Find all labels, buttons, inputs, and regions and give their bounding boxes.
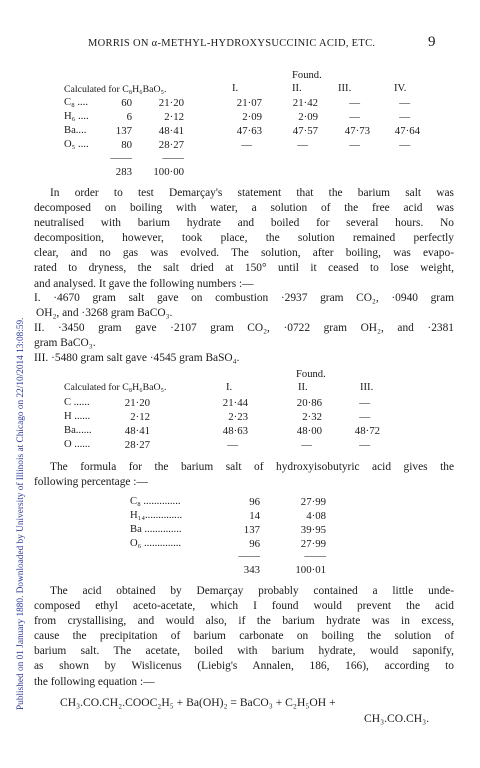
- table-row-element: O₅ ....: [64, 139, 89, 150]
- table-cell: 39·95: [300, 524, 326, 536]
- table-cell: —: [301, 439, 312, 451]
- table-cell: 48·41: [124, 425, 150, 437]
- table-cell: 60: [121, 97, 132, 109]
- table-cell: 20·86: [296, 397, 322, 409]
- total-cell: 100·01: [295, 564, 326, 576]
- text-line: rated to dryness, the salt dried at 150° until it ceased to lose weight,: [34, 262, 454, 275]
- table-cell: 21·44: [222, 397, 248, 409]
- calculated-label: Calculated for C₈H₆BaO₅.: [64, 382, 167, 393]
- table-cell: 80: [121, 139, 132, 151]
- text-line: gram BaCO₃.: [34, 337, 96, 350]
- table-cell: —: [227, 439, 238, 451]
- text-line: I. ·4670 gram salt gave on combustion ·2937 gram CO₂, ·0940 gram: [34, 292, 454, 304]
- analysis-results: [34, 291, 454, 366]
- table-cell: 137: [243, 524, 260, 536]
- col-header: II.: [298, 382, 308, 393]
- paragraph-3: [34, 460, 454, 490]
- table-cell: —: [297, 139, 308, 151]
- table-cell: 2·12: [164, 111, 184, 123]
- sum-rule: ——: [304, 550, 326, 562]
- col-header: I.: [232, 83, 239, 94]
- table-cell: 28·27: [124, 439, 150, 451]
- table-cell: 21·20: [158, 97, 184, 109]
- table-cell: —: [399, 97, 410, 109]
- table-cell: 4·08: [306, 510, 326, 522]
- total-cell: 100·00: [153, 166, 184, 178]
- col-header: III.: [360, 382, 374, 393]
- col-header: III.: [338, 83, 352, 94]
- running-header: MORRIS ON α-METHYL-HYDROXYSUCCINIC ACID, ETC.: [88, 38, 376, 49]
- text-line: composed ethyl aceto-acetate, which I found would prevent the acid: [34, 600, 454, 613]
- table-row-element: H₁₄..............: [130, 510, 183, 521]
- sum-rule: ——: [238, 550, 260, 562]
- total-cell: 343: [243, 564, 260, 576]
- table-cell: 27·99: [300, 496, 326, 508]
- table-cell: 21·20: [124, 397, 150, 409]
- text-line: III. ·5480 gram salt gave ·4545 gram BaSO₄.: [34, 352, 240, 365]
- text-line: The formula for the barium salt of hydroxyisobutyric acid gives the: [50, 461, 454, 473]
- table-cell: 96: [249, 538, 260, 550]
- paragraph-1: [34, 186, 454, 292]
- calculated-label: Calculated for C₈H₆BaO₅.: [64, 84, 167, 95]
- table-cell: 47·73: [344, 125, 370, 137]
- table-cell: 48·41: [158, 125, 184, 137]
- table-cell: 47·63: [236, 125, 262, 137]
- table-cell: —: [359, 411, 370, 423]
- text-line: In order to test Demarçay's statement that the barium salt was: [50, 187, 454, 199]
- table-cell: —: [359, 439, 370, 451]
- text-line: The acid obtained by Demarçay probably contained a little unde-: [50, 585, 454, 597]
- table-row-element: Ba......: [64, 425, 92, 436]
- table-cell: 6: [126, 111, 132, 123]
- table-row-element: C ......: [64, 397, 90, 408]
- col-header: II.: [292, 83, 302, 94]
- table-cell: 47·57: [292, 125, 318, 137]
- table-cell: 2·09: [242, 111, 262, 123]
- text-line: and analysed. It gave the following numbers :—: [34, 277, 254, 290]
- download-sidebar: [4, 20, 26, 710]
- table-cell: 2·09: [298, 111, 318, 123]
- table-row-element: Ba ..............: [130, 524, 182, 535]
- download-notice: Published on 01 January 1880. Downloaded by University of Illinois at Chicago on 22/10/2014 13:08:59.: [16, 317, 26, 710]
- total-cell: 283: [115, 166, 132, 178]
- table-cell: 47·64: [394, 125, 420, 137]
- text-line: clear, and no gas was evolved. The solution, after boiling, was evapo-: [34, 247, 454, 260]
- sum-rule: ——: [162, 152, 184, 164]
- text-line: decomposed on boiling with water, a solution of the free acid was: [34, 202, 454, 215]
- table-cell: 21·42: [292, 97, 318, 109]
- table-row-element: Ba....: [64, 125, 87, 136]
- found-label: Found.: [292, 70, 322, 81]
- text-line: II. ·3450 gram gave ·2107 gram CO₂, ·0722 gram OH₂, and ·2381: [34, 322, 454, 335]
- table-cell: 2·23: [228, 411, 248, 423]
- text-line: following percentage :—: [34, 476, 148, 489]
- table-cell: 96: [249, 496, 260, 508]
- table-cell: 48·63: [222, 425, 248, 437]
- table-cell: 14: [249, 510, 260, 522]
- text-line: decomposition, however, took place, the solution remained perfectly: [34, 232, 454, 245]
- table-row-element: O₆ ..............: [130, 538, 182, 549]
- table-cell: 137: [115, 125, 132, 137]
- table-cell: —: [241, 139, 252, 151]
- found-label: Found.: [296, 369, 326, 380]
- table-row-element: C₈ ..............: [130, 496, 181, 507]
- table-cell: 48·00: [296, 425, 322, 437]
- text-line: OH₂, and ·3268 gram BaCO₃.: [36, 307, 173, 320]
- table-cell: 27·99: [300, 538, 326, 550]
- page-number: 9: [428, 34, 436, 50]
- col-header: IV.: [394, 83, 407, 94]
- sum-rule: ——: [110, 152, 132, 164]
- text-line: the following equation :—: [34, 675, 155, 688]
- table-cell: —: [399, 139, 410, 151]
- equation-line-2: CH₃.CO.CH₃.: [364, 712, 430, 725]
- equation-line-1: CH₃.CO.CH₂.COOC₂H₅ + Ba(OH)₂ = BaCO₃ + C₂H₅OH +: [60, 696, 336, 709]
- table-cell: —: [359, 397, 370, 409]
- paragraph-4: [34, 584, 454, 690]
- table-cell: 28·27: [158, 139, 184, 151]
- table-cell: 2·12: [130, 411, 150, 423]
- text-line: neutralised with barium hydrate and boiled for several hours. No: [34, 217, 454, 230]
- table-cell: 2·32: [302, 411, 322, 423]
- table-cell: —: [349, 97, 360, 109]
- table-row-element: H ......: [64, 411, 91, 422]
- text-line: cause the precipitation of barium carbonate on boiling the solution of: [34, 630, 454, 643]
- text-line: from crystallising, and would also, if the barium hydrate was in excess,: [34, 615, 454, 628]
- table-cell: —: [399, 111, 410, 123]
- table-cell: —: [349, 111, 360, 123]
- table-cell: 21·07: [236, 97, 262, 109]
- table-cell: 48·72: [354, 425, 380, 437]
- table-cell: —: [349, 139, 360, 151]
- text-line: barium salt. The acetate, boiled with barium hydrate, would saponify,: [34, 645, 454, 658]
- col-header: I.: [226, 382, 233, 393]
- text-line: as shown by Wislicenus (Liebig's Annalen, 186, 166), according to: [34, 660, 454, 673]
- table-row-element: C₈ ....: [64, 97, 89, 108]
- table-row-element: O ......: [64, 439, 91, 450]
- table-row-element: H₆ ....: [64, 111, 89, 122]
